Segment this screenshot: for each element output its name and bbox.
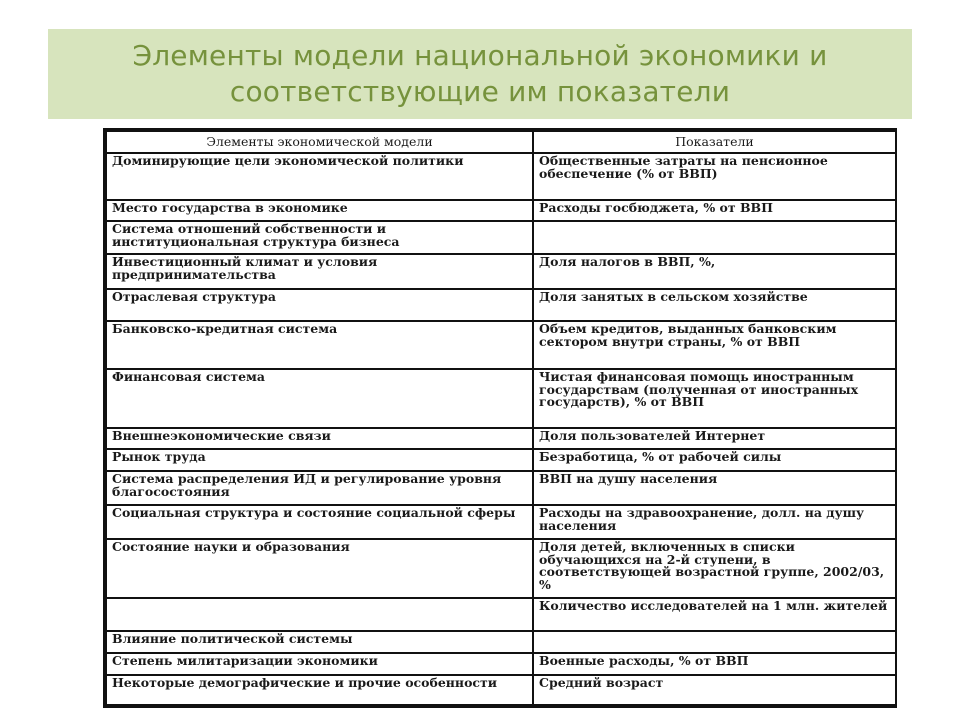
indicators-table-frame bbox=[103, 128, 897, 708]
indicator-cell: Средний возраст bbox=[533, 675, 896, 705]
element-cell: Внешнеэкономические связи bbox=[106, 428, 533, 449]
element-cell: Влияние политической системы bbox=[106, 631, 533, 653]
table-row bbox=[106, 653, 896, 675]
indicator-cell: Общественные затраты на пенсионное обеспечение (% от ВВП) bbox=[533, 153, 896, 200]
table-row bbox=[106, 449, 896, 471]
indicator-cell: Расходы госбюджета, % от ВВП bbox=[533, 200, 896, 221]
element-cell bbox=[106, 598, 533, 631]
header-indicators: Показатели bbox=[533, 131, 896, 153]
table-header-row bbox=[106, 131, 896, 153]
indicator-cell: Количество исследователей на 1 млн. жителей bbox=[533, 598, 896, 631]
indicator-cell: Доля пользователей Интернет bbox=[533, 428, 896, 449]
indicator-cell: Доля налогов в ВВП, %, bbox=[533, 254, 896, 289]
table-row bbox=[106, 200, 896, 221]
element-cell: Банковско-кредитная система bbox=[106, 321, 533, 369]
table-row bbox=[106, 471, 896, 505]
indicator-cell: Объем кредитов, выданных банковским сектором внутри страны, % от ВВП bbox=[533, 321, 896, 369]
element-cell: Некоторые демографические и прочие особенности bbox=[106, 675, 533, 705]
element-cell: Доминирующие цели экономической политики bbox=[106, 153, 533, 200]
indicator-cell: Расходы на здравоохранение, долл. на душу населения bbox=[533, 505, 896, 539]
table-row bbox=[106, 505, 896, 539]
element-cell: Финансовая система bbox=[106, 369, 533, 428]
element-cell: Система распределения ИД и регулирование уровня благосостояния bbox=[106, 471, 533, 505]
element-cell: Социальная структура и состояние социальной сферы bbox=[106, 505, 533, 539]
indicator-cell: ВВП на душу населения bbox=[533, 471, 896, 505]
table-row bbox=[106, 221, 896, 254]
slide-title-line-1: Элементы модели национальной экономики и bbox=[132, 39, 828, 72]
element-cell: Состояние науки и образования bbox=[106, 539, 533, 598]
element-cell: Степень милитаризации экономики bbox=[106, 653, 533, 675]
table-row bbox=[106, 153, 896, 200]
element-cell: Отраслевая структура bbox=[106, 289, 533, 321]
table-row bbox=[106, 254, 896, 289]
element-cell: Система отношений собственности и институциональная структура бизнеса bbox=[106, 221, 533, 254]
table-row bbox=[106, 675, 896, 705]
element-cell: Рынок труда bbox=[106, 449, 533, 471]
title-banner bbox=[48, 29, 912, 119]
indicator-cell bbox=[533, 221, 896, 254]
header-elements: Элементы экономической модели bbox=[106, 131, 533, 153]
table-row bbox=[106, 539, 896, 598]
indicator-cell: Военные расходы, % от ВВП bbox=[533, 653, 896, 675]
table-row bbox=[106, 598, 896, 631]
table-row bbox=[106, 631, 896, 653]
table-row bbox=[106, 321, 896, 369]
table-row bbox=[106, 369, 896, 428]
table-row bbox=[106, 428, 896, 449]
element-cell: Место государства в экономике bbox=[106, 200, 533, 221]
indicators-table bbox=[105, 130, 897, 706]
slide-title-line-2: соответствующие им показатели bbox=[229, 75, 731, 108]
indicator-cell: Чистая финансовая помощь иностранным государствам (полученная от иностранных государств), % от ВВП bbox=[533, 369, 896, 428]
indicator-cell bbox=[533, 631, 896, 653]
table-row bbox=[106, 289, 896, 321]
indicator-cell: Доля детей, включенных в списки обучающихся на 2-й ступени, в соответствующей возрастной группе, 2002/03, % bbox=[533, 539, 896, 598]
indicator-cell: Доля занятых в сельском хозяйстве bbox=[533, 289, 896, 321]
element-cell: Инвестиционный климат и условия предпринимательства bbox=[106, 254, 533, 289]
indicator-cell: Безработица, % от рабочей силы bbox=[533, 449, 896, 471]
